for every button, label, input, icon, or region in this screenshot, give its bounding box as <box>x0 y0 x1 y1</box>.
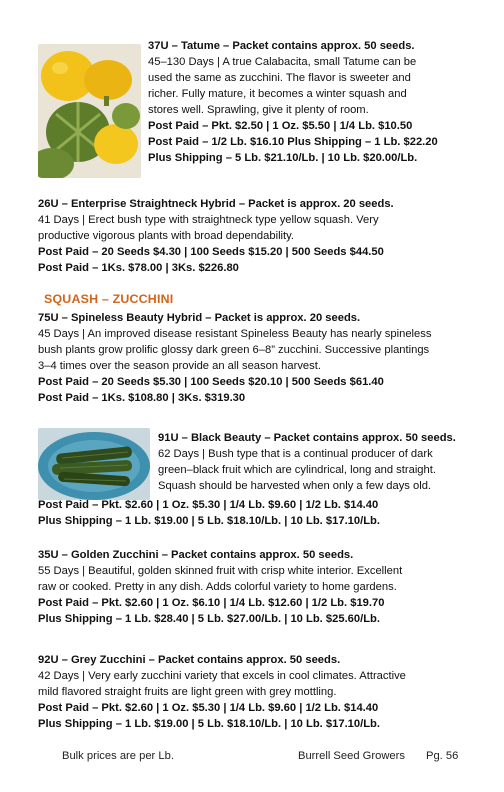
tatume-squash-photo <box>38 44 141 178</box>
black-beauty-zucchini-photo <box>38 428 150 500</box>
product-title: 92U – Grey Zucchini – Packet contains approx. 50 seeds. <box>38 654 341 666</box>
product-tatume <box>148 38 468 166</box>
product-title: 75U – Spineless Beauty Hybrid – Packet is approx. 20 seeds. <box>38 312 361 324</box>
product-black-beauty <box>158 430 478 494</box>
product-price: Post Paid – Pkt. $2.60 | 1 Oz. $5.30 | 1/4 Lb. $9.60 | 1/2 Lb. $14.40 <box>38 702 379 714</box>
product-price: Post Paid – Pkt. $2.50 | 1 Oz. $5.50 | 1/4 Lb. $10.50 <box>148 120 413 132</box>
product-title: 91U – Black Beauty – Packet contains approx. 50 seeds. <box>158 432 456 444</box>
product-description: productive vigorous plants with broad dependability. <box>38 230 295 242</box>
product-price: Post Paid – 20 Seeds $5.30 | 100 Seeds $20.10 | 500 Seeds $61.40 <box>38 376 384 388</box>
product-price: Post Paid – Pkt. $2.60 | 1 Oz. $5.30 | 1/4 Lb. $9.60 | 1/2 Lb. $14.40 <box>38 499 379 511</box>
product-price: Plus Shipping – 1 Lb. $28.40 | 5 Lb. $27.00/Lb. | 10 Lb. $25.60/Lb. <box>38 613 380 625</box>
black-beauty-zucchini-image <box>38 428 150 500</box>
product-description: 45 Days | An improved disease resistant Spineless Beauty has nearly spineless <box>38 328 432 340</box>
product-price: Post Paid – 1Ks. $78.00 | 3Ks. $226.80 <box>38 262 239 274</box>
product-description: 62 Days | Bush type that is a continual producer of dark <box>158 448 433 460</box>
product-description: Squash should be harvested when only a few days old. <box>158 480 432 492</box>
product-description: green–black fruit which are cylindrical, long and straight. <box>158 464 436 476</box>
product-golden-zucchini <box>38 547 486 627</box>
product-title: 26U – Enterprise Straightneck Hybrid – Packet is approx. 20 seeds. <box>38 198 394 210</box>
product-black-beauty-prices <box>38 497 486 529</box>
tatume-squash-image <box>38 44 141 178</box>
product-description: stores well. Sprawling, give it plenty of room. <box>148 104 369 116</box>
product-price: Plus Shipping – 5 Lb. $21.10/Lb. | 10 Lb. $20.00/Lb. <box>148 152 418 164</box>
product-description: richer. Fully mature, it becomes a winter squash and <box>148 88 407 100</box>
footer-page-number: Pg. 56 <box>426 750 459 762</box>
product-price: Post Paid – 1/2 Lb. $16.10 Plus Shipping – 1 Lb. $22.20 <box>148 136 438 148</box>
product-description: raw or cooked. Pretty in any dish. Adds colorful variety to home gardens. <box>38 581 397 593</box>
product-description: 42 Days | Very early zucchini variety that excels in cool climates. Attractive <box>38 670 406 682</box>
product-price: Plus Shipping – 1 Lb. $19.00 | 5 Lb. $18.10/Lb. | 10 Lb. $17.10/Lb. <box>38 515 380 527</box>
product-title: 37U – Tatume – Packet contains approx. 50 seeds. <box>148 40 415 52</box>
product-description: bush plants grow prolific glossy dark green 6–8” zucchini. Successive plantings <box>38 344 430 356</box>
product-enterprise-straightneck <box>38 196 478 276</box>
section-heading: SQUASH – ZUCCHINI <box>44 292 174 306</box>
product-description: used the same as zucchini. The flavor is sweeter and <box>148 72 411 84</box>
product-price: Post Paid – 20 Seeds $4.30 | 100 Seeds $15.20 | 500 Seeds $44.50 <box>38 246 384 258</box>
product-description: 3–4 times over the season provide an all season harvest. <box>38 360 321 372</box>
product-description: 41 Days | Erect bush type with straightneck type yellow squash. Very <box>38 214 379 226</box>
product-price: Post Paid – 1Ks. $108.80 | 3Ks. $319.30 <box>38 392 246 404</box>
footer-note: Bulk prices are per Lb. <box>62 750 174 762</box>
product-description: 55 Days | Beautiful, golden skinned fruit with crisp white interior. Excellent <box>38 565 403 577</box>
product-price: Plus Shipping – 1 Lb. $19.00 | 5 Lb. $18.10/Lb. | 10 Lb. $17.10/Lb. <box>38 718 380 730</box>
product-price: Post Paid – Pkt. $2.60 | 1 Oz. $6.10 | 1/4 Lb. $12.60 | 1/2 Lb. $19.70 <box>38 597 385 609</box>
product-description: mild flavored straight fruits are light green with grey mottling. <box>38 686 337 698</box>
product-spineless-beauty <box>38 310 486 406</box>
product-grey-zucchini <box>38 652 486 732</box>
product-description: 45–130 Days | A true Calabacita, small Tatume can be <box>148 56 417 68</box>
footer-company: Burrell Seed Growers <box>298 750 405 762</box>
product-title: 35U – Golden Zucchini – Packet contains approx. 50 seeds. <box>38 549 354 561</box>
